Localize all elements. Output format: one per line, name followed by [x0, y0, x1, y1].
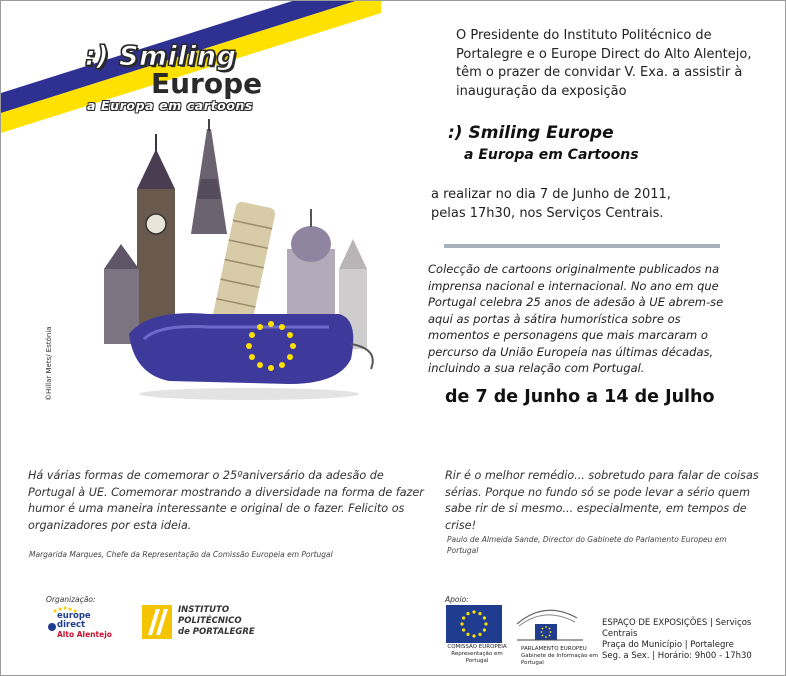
support-label: Apoio:: [445, 595, 469, 604]
intro-line: Portalegre e o Europe Direct do Alto Alentejo,: [456, 46, 752, 62]
banner-title-line2: Europe: [151, 67, 263, 100]
eu-flag-icon: [446, 605, 502, 643]
ed-line: direct: [57, 620, 86, 630]
ipp-line: de PORTALEGRE: [178, 627, 255, 637]
ce-line: COMISSÃO EUROPEIA: [447, 644, 507, 650]
ed-line: Alto Alentejo: [57, 630, 112, 639]
comissao-caption: [444, 644, 510, 665]
pe-line: Gabinete de Informação em Portugal: [521, 653, 598, 666]
european-parliament-logo: [515, 604, 585, 648]
event-title: :) Smiling Europe: [448, 123, 614, 143]
intro-line: inauguração da exposição: [456, 83, 627, 99]
when-line: pelas 17h30, nos Serviços Centrais.: [431, 205, 664, 221]
quote-right: Rir é o melhor remédio... sobretudo para falar de coisas sérias. Porque no fundo só se pode levar a sério quem sabe rir de si mesmo... especialmente, em tempos de crise!: [445, 469, 759, 532]
invitation-intro: [456, 27, 776, 101]
organization-label: Organização:: [46, 595, 96, 604]
venue-line: ESPAÇO DE EXPOSIÇÕES | Serviços Centrais: [602, 618, 752, 639]
quote-left: Há várias formas de comemorar o 25ºaniversário da adesão de Portugal à UE. Comemorar mostrando a diversidade na forma de fazer humor é uma maneira interessante e original de o fazer. Felicito os organizadores por esta ideia.: [28, 469, 424, 532]
intro-line: O Presidente do Instituto Politécnico de: [456, 28, 712, 43]
landmarks-knife-illustration: [89, 119, 389, 404]
ipp-line: INSTITUTO: [178, 605, 230, 615]
pe-line: PARLAMENTO EUROPEU: [521, 646, 587, 652]
quote-left-author: Margarida Marques, Chefe da Representação da Comissão Europeia em Portugal: [29, 550, 333, 559]
parlamento-caption: [521, 646, 601, 667]
exhibition-description: Colecção de cartoons originalmente publicados na imprensa nacional e internacional. No ano em que Portugal celebra 25 anos de adesão à UE abrem-se aqui as portas à sátira humorística sobre os momentos e personagens que mais marcaram o percurso da União Europeia nas últimas décadas, incluindo a sua relação com Portugal.: [428, 262, 724, 375]
ipp-text: [178, 605, 255, 638]
illustration-credit: ©Hillar Mets/ Estónia: [45, 326, 53, 401]
europe-direct-text: [57, 612, 112, 639]
section-divider: [444, 244, 720, 248]
ce-line: Representação em Portugal: [451, 651, 503, 664]
ipp-logo: [142, 605, 172, 639]
ed-line: europe: [57, 611, 91, 621]
venue-info: [602, 618, 785, 662]
event-when: [431, 186, 761, 223]
exhibition-dates: de 7 de Junho a 14 de Julho: [445, 387, 715, 407]
event-subtitle: a Europa em Cartoons: [464, 147, 639, 163]
banner-subtitle: a Europa em cartoons: [87, 98, 254, 113]
intro-line: têm o prazer de convidar V. Exa. a assistir à: [456, 65, 743, 80]
banner-title-line1: :) Smiling: [85, 41, 237, 72]
venue-line: Praça do Município | Portalegre: [602, 640, 734, 650]
venue-line: Seg. a Sex. | Horário: 9h00 - 17h30: [602, 651, 752, 661]
ipp-line: POLITÉCNICO: [178, 616, 242, 626]
quote-right-author: Paulo de Almeida Sande, Director do Gabinete do Parlamento Europeu em Portugal: [447, 535, 727, 555]
when-line: a realizar no dia 7 de Junho de 2011,: [431, 187, 671, 202]
